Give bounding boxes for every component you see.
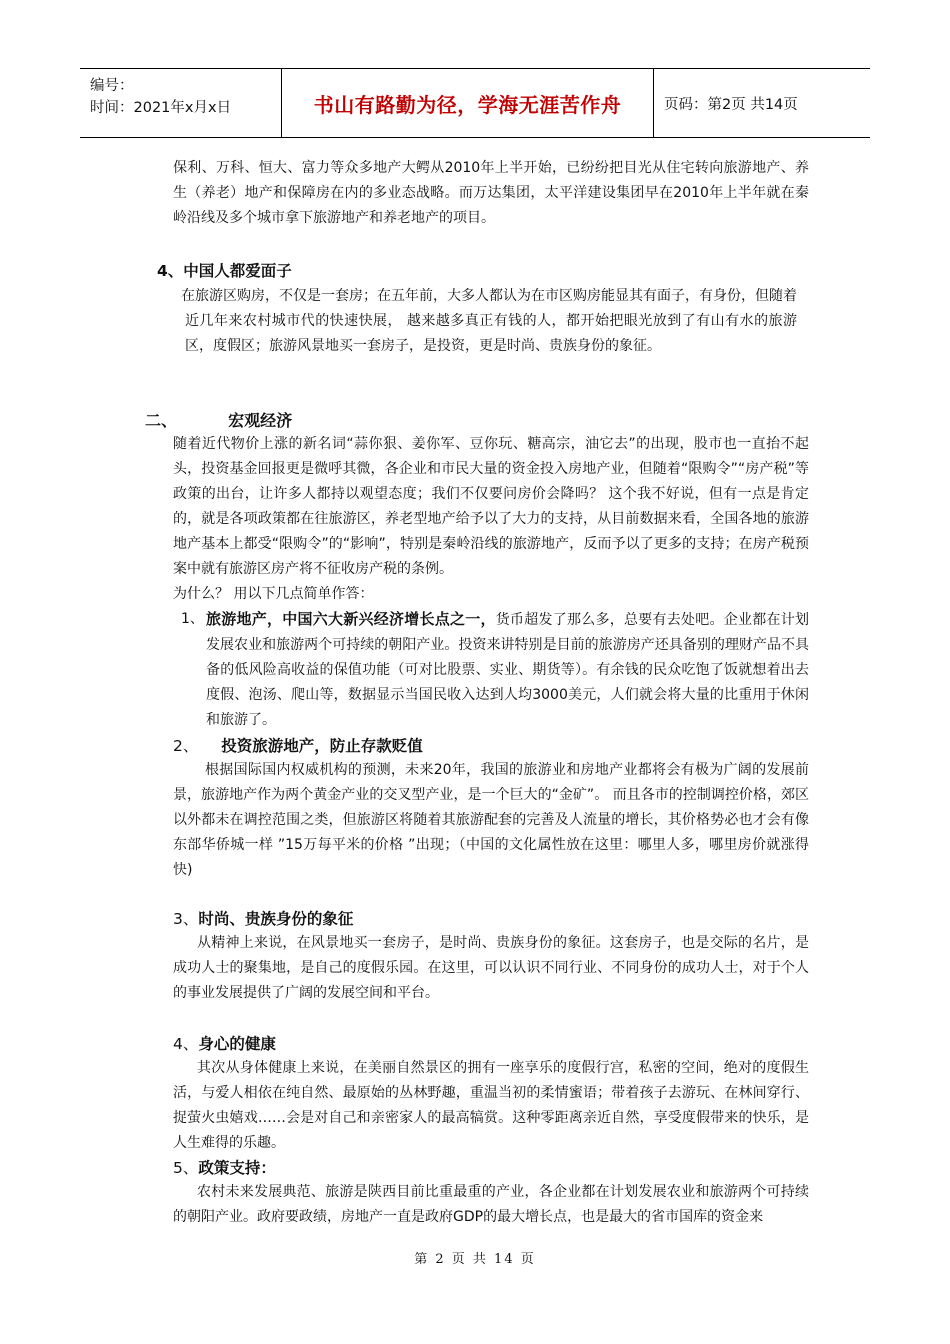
item4-heading [173, 1033, 276, 1055]
section-face-text: 在旅游区购房，不仅是一套房；在五年前，大多人都认为在市区购房能显其有面子，有身份，但随着近几年来农村城市代的快速快展， 越来越多真正有钱的人，都开始把眼光放到了有山有水的旅游区，度假区；旅游风景地买一套房子，是投资，更是时尚、贵族身份的象征。 [181, 288, 797, 354]
macro-why: 为什么？ 用以下几点简单作答： [173, 586, 374, 602]
intro-paragraph: 保利、万科、恒大、富力等众多地产大鳄从2010年上半开始，已纷纷把目光从住宅转向旅游地产、养生（养老）地产和保障房在内的多业态战略。而万达集团，太平洋建设集团早在2010年上半年就在秦岭沿线及多个城市拿下旅游地产和养老地产的项目。 [173, 160, 809, 226]
item1-number-text: 1、 [181, 611, 204, 627]
item5-number: 5、 [173, 1159, 199, 1177]
macro-text: 随着近代物价上涨的新名词“蒜你狠、姜你军、豆你玩、糖高宗，油它去”的出现，股市也一直抬不起头，投资基金回报更是微呼其微，各企业和市民大量的资金投入房地产业，但随着“限购令”“房产税”等政策的出台，让许多人都持以观望态度；我们不仅要问房价会降吗？ 这个我不好说，但有一点是肯定的，就是各项政策都在往旅游区，养老型地产给予以了大力的支持，从目前数据来看，全国各地的旅游地产基本上都受“限购令”的“影响”，特别是秦岭沿线的旅游地产，反而予以了更多的支持；在房产税预案中就有旅游区房产将不征收房产税的条例。 [173, 436, 809, 577]
item3-number: 3、 [173, 910, 199, 928]
macro-heading [145, 410, 292, 432]
item4-text: 其次从身体健康上来说，在美丽自然景区的拥有一座享乐的度假行宫，私密的空间，绝对的度假生活，与爱人相依在纯自然、最原始的丛林野趣，重温当初的柔情蜜语；带着孩子去游玩、在林间穿行、捉萤火虫嬉戏……会是对自己和亲密家人的最高犒赏。这种零距离亲近自然，享受度假带来的快乐，是人生难得的乐趣。 [173, 1060, 809, 1151]
section-face-heading: 4、中国人都爱面子 [157, 262, 292, 280]
item4-number: 4、 [173, 1035, 199, 1053]
item1-paragraph [206, 607, 809, 733]
header-meta [80, 69, 281, 137]
header-page-info: 页码：第2页 共14页 [664, 96, 798, 113]
item3-heading [173, 908, 353, 930]
item3-title: 时尚、贵族身份的象征 [198, 910, 354, 928]
page-header [80, 68, 870, 138]
item5-heading [173, 1157, 276, 1179]
item2-heading [173, 735, 423, 757]
item4-title: 身心的健康 [198, 1035, 276, 1053]
item1-bold: 旅游地产，中国六大新兴经济增长点之一， [206, 610, 496, 628]
item2-text: 根据国际国内权威机构的预测，未来20年，我国的旅游业和房地产业都将会有极为广阔的发展前景，旅游地产作为两个黄金产业的交叉型产业，是一个巨大的“金矿”。 而且各市的控制调控价格，郊区以外都未在调控范围之类，但旅游区将随着其旅游配套的完善及人流量的增长，其价格势必也才会有像东部华侨城一样 ”15万每平米的价格 ”出现；（中国的文化属性放在这里：哪里人多，哪里房价就涨得快) [173, 762, 809, 878]
serial-label: 编号： [90, 78, 134, 94]
item2-number: 2、 [173, 737, 199, 755]
item1-text: 货币超发了那么多，总要有去处吧。企业都在计划发展农业和旅游两个可持续的朝阳产业。投资来讲特别是目前的旅游房产还具备别的理财产品不具备的低风险高收益的保值功能（可对比股票、实业、期货等）。有余钱的民众吃饱了饭就想着出去度假、泡汤、爬山等，数据显示当国民收入达到人均3000美元，人们就会将大量的比重用于休闲和旅游了。 [206, 612, 809, 728]
item5-text: 农村未来发展典范、旅游是陕西目前比重最重的产业，各企业都在计划发展农业和旅游两个可持续的朝阳产业。政府要政绩，房地产一直是政府GDP的最大增长点，也是最大的省市国库的资金来 [173, 1184, 809, 1225]
item2-title: 投资旅游地产，防止存款贬值 [221, 737, 423, 755]
macro-title: 宏观经济 [228, 411, 293, 430]
item5-title: 政策支持： [198, 1159, 276, 1177]
item3-text: 从精神上来说，在风景地买一套房子，是时尚、贵族身份的象征。这套房子，也是交际的名片，是成功人士的聚集地，是自己的度假乐园。在这里，可以认识不同行业、不同身份的成功人士，对于个人的事业发展提供了广阔的发展空间和平台。 [173, 935, 809, 1001]
header-motto: 书山有路勤为径，学海无涯苦作舟 [281, 69, 654, 137]
page-footer: 第 2 页 共 14 页 [414, 1252, 536, 1267]
macro-number: 二、 [145, 411, 178, 430]
date-label: 时间：2021年x月x日 [90, 100, 232, 116]
